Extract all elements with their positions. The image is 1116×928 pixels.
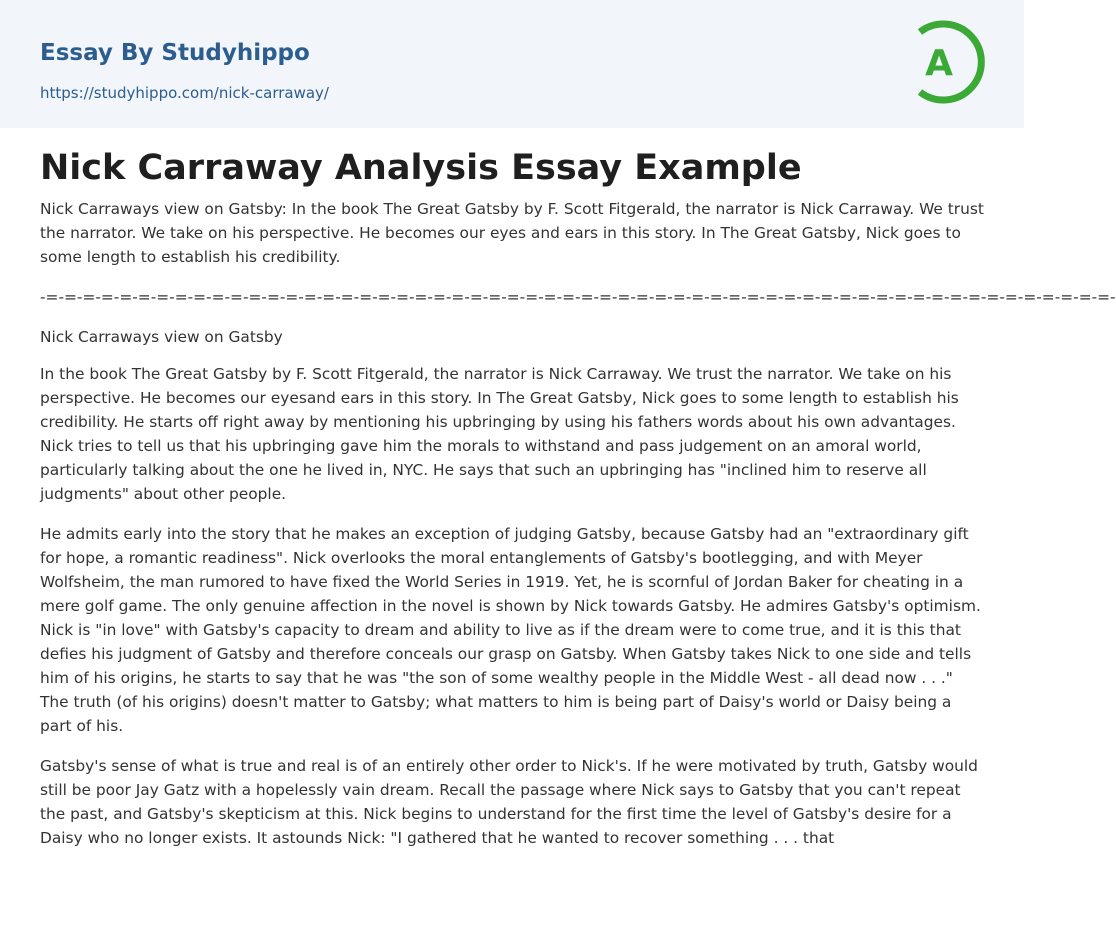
article (0, 148, 1116, 850)
body-paragraph: In the book The Great Gatsby by F. Scott Fitgerald, the narrator is Nick Carraway. We trust the narrator. We take on his perspective. He becomes our eyesand ears in this story. In The Great Gatsby, Nick goes to some length to establish his credibility. He starts off right away by mentioning his upbringing by using his fathers words about his own advantages. Nick tries to tell us that his upbringing gave him the morals to withstand and pass judgement on an amoral world, particularly talking about the one he lived in, NYC. He says that such an upbringing has "inclined him to reserve all judgments" about other people. (40, 365, 959, 503)
intro-paragraph: Nick Carraways view on Gatsby: In the book The Great Gatsby by F. Scott Fitgerald, the narrator is Nick Carraway. We trust the narrator. We take on his perspective. He becomes our eyes and ears in this story. In The Great Gatsby, Nick goes to some length to establish his credibility. (40, 200, 984, 266)
site-title[interactable]: Essay By Studyhippo (40, 40, 310, 66)
site-header (0, 0, 1024, 128)
page-title: Nick Carraway Analysis Essay Example (40, 148, 802, 188)
body-paragraph: He admits early into the story that he makes an exception of judging Gatsby, because Gatsby had an "extraordinary gift for hope, a romantic readiness". Nick overlooks the moral entanglements of Gatsby's bootlegging, and with Meyer Wolfsheim, the man rumored to have fixed the World Series in 1919. Yet, he is scornful of Jordan Baker for cheating in a mere golf game. The only genuine affection in the novel is shown by Nick towards Gatsby. He admires Gatsby's optimism. Nick is "in love" with Gatsby's capacity to dream and ability to live as if the dream were to come true, and it is this that defies his judgment of Gatsby and therefore conceals our grasp on Gatsby. When Gatsby takes Nick to one side and tells him of his origins, he starts to say that he was "the son of some wealthy people in the Middle West - all dead now . . ." The truth (of his origins) doesn't matter to Gatsby; what matters to him is being part of Daisy's world or Daisy being a part of his. (40, 525, 981, 735)
section-subheading: Nick Carraways view on Gatsby (40, 328, 283, 346)
logo-letter: A (925, 43, 953, 84)
body-paragraph: Gatsby's sense of what is true and real is of an entirely other order to Nick's. If he were motivated by truth, Gatsby would still be poor Jay Gatz with a hopelessly vain dream. Recall the passage where Nick says to Gatsby that you can't repeat the past, and Gatsby's skepticism at this. Nick begins to understand for the first time the level of Gatsby's desire for a Daisy who no longer exists. It astounds Nick: "I gathered that he wanted to recover something . . . that (40, 757, 978, 847)
studyhippo-logo-icon[interactable] (910, 18, 988, 106)
separator-line: -=-=-=-=-=-=-=-=-=-=-=-=-=-=-=-=-=-=-=-=-=-=-=-=-=-=-=-=-=-=-=-=-=-=-=-=-=-=-=-=-=-=-=-=-=-=-=-=-=-=-=-=-=-=-=-=-=-=- (40, 288, 1116, 306)
source-url-link[interactable]: https://studyhippo.com/nick-carraway/ (40, 84, 329, 102)
